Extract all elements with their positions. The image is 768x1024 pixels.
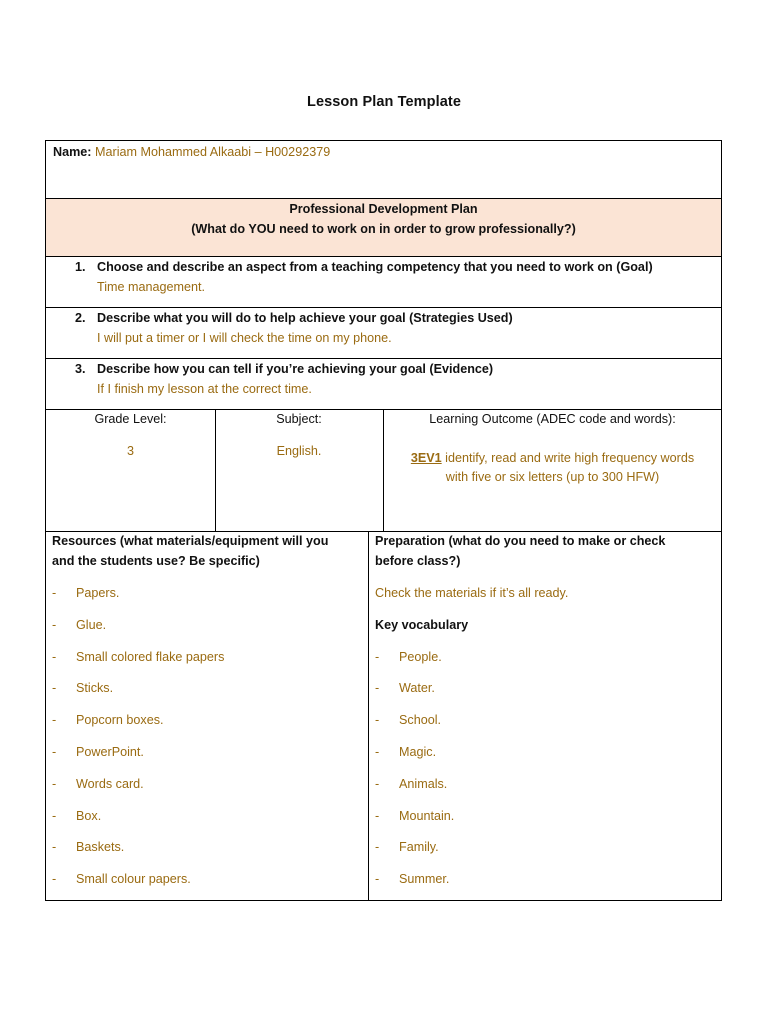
- bullet-dash: -: [375, 776, 380, 791]
- grade-cell: [46, 410, 215, 461]
- preparation-check: Check the materials if it’s all ready.: [375, 586, 569, 600]
- preparation-heading-2: before class?): [375, 553, 461, 568]
- bullet-dash: -: [375, 649, 380, 664]
- outcome-text: [383, 449, 722, 469]
- resources-list: [52, 584, 364, 902]
- bullet-dash: -: [52, 681, 57, 696]
- goal-number: 3.: [75, 362, 86, 376]
- list-item: - Box.: [52, 807, 364, 839]
- list-item: - Baskets.: [52, 838, 364, 870]
- outcome-code: 3EV1: [410, 450, 442, 465]
- divider: [46, 358, 721, 359]
- list-item: - People.: [375, 648, 715, 680]
- pd-band: [46, 199, 721, 256]
- page-title: Lesson Plan Template: [306, 94, 462, 110]
- bullet-dash: -: [52, 649, 57, 664]
- name-value: Mariam Mohammed Alkaabi – H00292379: [95, 145, 331, 159]
- list-item: - Sticks.: [52, 679, 364, 711]
- list-item: - Water.: [375, 679, 715, 711]
- outcome-cell: [383, 410, 722, 488]
- name-row: [53, 143, 713, 163]
- bullet-dash: -: [375, 840, 380, 855]
- grade-label: Grade Level:: [94, 412, 167, 426]
- subject-cell: [215, 410, 383, 461]
- list-item: - Small colour papers.: [52, 870, 364, 902]
- bullet-dash: -: [375, 681, 380, 696]
- subject-label: Subject:: [276, 412, 322, 426]
- resources-heading-2: and the students use? Be specific): [52, 553, 260, 568]
- bullet-dash: -: [52, 776, 57, 791]
- resources-heading-1: Resources (what materials/equipment will you: [52, 534, 329, 548]
- bullet-dash: -: [375, 808, 380, 823]
- goal-question: Describe what you will do to help achieve your goal (Strategies Used): [97, 311, 513, 325]
- list-item: - Small colored flake papers: [52, 648, 364, 680]
- divider: [368, 531, 369, 901]
- list-item: - Family.: [375, 838, 715, 870]
- bullet-dash: -: [52, 617, 57, 632]
- list-item: - Popcorn boxes.: [52, 711, 364, 743]
- list-item: - Mountain.: [375, 807, 715, 839]
- bullet-dash: -: [52, 808, 57, 823]
- vocab-list: [375, 648, 715, 902]
- bullet-dash: -: [375, 744, 380, 759]
- goal-number: 2.: [75, 311, 86, 325]
- goal-question: Choose and describe an aspect from a teaching competency that you need to work on (Goal): [97, 260, 653, 274]
- outcome-line2: with five or six letters (up to 300 HFW): [445, 470, 660, 484]
- bullet-dash: -: [375, 872, 380, 887]
- goal-answer: Time management.: [97, 279, 206, 294]
- list-item: - Summer.: [375, 870, 715, 902]
- bullet-dash: -: [52, 840, 57, 855]
- resources-cell: [52, 532, 364, 902]
- list-item: - PowerPoint.: [52, 743, 364, 775]
- goal-item: [75, 309, 715, 348]
- bullet-dash: -: [52, 713, 57, 728]
- goal-item: [75, 258, 715, 297]
- bullet-dash: -: [52, 744, 57, 759]
- goal-answer: If I finish my lesson at the correct time.: [97, 381, 312, 396]
- list-item: - Words card.: [52, 775, 364, 807]
- divider: [46, 307, 721, 308]
- preparation-cell: [375, 532, 715, 902]
- pd-heading: Professional Development Plan: [289, 202, 478, 216]
- outcome-label: Learning Outcome (ADEC code and words):: [429, 412, 676, 426]
- subject-value: English.: [276, 443, 322, 458]
- grade-value: 3: [126, 443, 134, 458]
- goal-item: [75, 360, 715, 399]
- lesson-plan-table: [45, 140, 722, 901]
- divider: [46, 256, 721, 257]
- list-item: - Papers.: [52, 584, 364, 616]
- list-item: - Magic.: [375, 743, 715, 775]
- bullet-dash: -: [375, 713, 380, 728]
- name-label: Name:: [53, 145, 92, 159]
- bullet-dash: -: [52, 586, 57, 600]
- list-item: - Glue.: [52, 616, 364, 648]
- vocab-label: Key vocabulary: [375, 617, 469, 632]
- list-item: - Animals.: [375, 775, 715, 807]
- outcome-line1: identify, read and write high frequency words: [441, 450, 695, 465]
- goal-question: Describe how you can tell if you’re achieving your goal (Evidence): [97, 362, 494, 376]
- bullet-dash: -: [52, 872, 57, 887]
- goal-number: 1.: [75, 260, 86, 274]
- pd-subheading: (What do YOU need to work on in order to grow professionally?): [191, 221, 576, 236]
- preparation-heading-1: Preparation (what do you need to make or check: [375, 534, 666, 548]
- goal-answer: I will put a timer or I will check the time on my phone.: [97, 330, 392, 345]
- list-item: - School.: [375, 711, 715, 743]
